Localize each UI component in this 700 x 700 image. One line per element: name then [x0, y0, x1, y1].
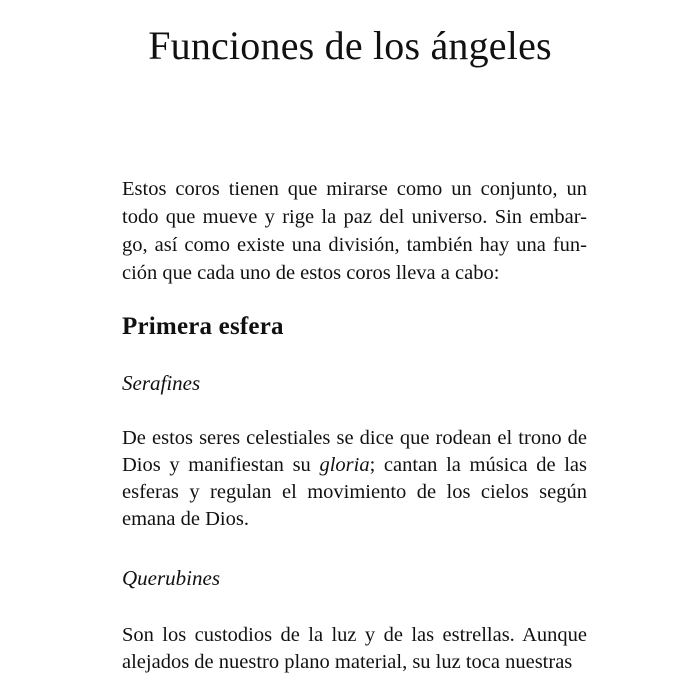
section-heading: Primera esfera	[122, 313, 284, 340]
intro-line: ción que cada uno de estos coros lleva a cabo:	[122, 262, 500, 284]
paragraph-line: Son los custodios de la luz y de las estrellas. Aunque	[122, 624, 587, 646]
intro-line: Estos coros tienen que mirarse como un conjunto, un	[122, 178, 587, 200]
paragraph-line: De estos seres celestiales se dice que rodean el trono de	[122, 427, 587, 449]
paragraph-line: emana de Dios.	[122, 508, 249, 530]
page-title: Funciones de los ángeles	[148, 23, 552, 68]
paragraph-line: esferas y regulan el movimiento de los cielos según	[122, 481, 587, 503]
intro-line: go, así como existe una división, también hay una fun-	[122, 234, 587, 256]
serafines-paragraph	[122, 425, 587, 533]
subheading-querubines: Querubines	[122, 566, 220, 590]
paragraph-line-part: Dios y manifiestan su	[122, 454, 320, 476]
paragraph-line: alejados de nuestro plano material, su luz toca nuestras	[122, 651, 573, 673]
querubines-paragraph	[122, 622, 587, 676]
intro-paragraph	[122, 175, 587, 287]
intro-line: todo que mueve y rige la paz del universo. Sin embar-	[122, 206, 587, 228]
emphasized-word: gloria	[319, 454, 370, 476]
paragraph-line-part: ; cantan la música de las	[369, 454, 588, 476]
subheading-serafines: Serafines	[122, 371, 201, 395]
